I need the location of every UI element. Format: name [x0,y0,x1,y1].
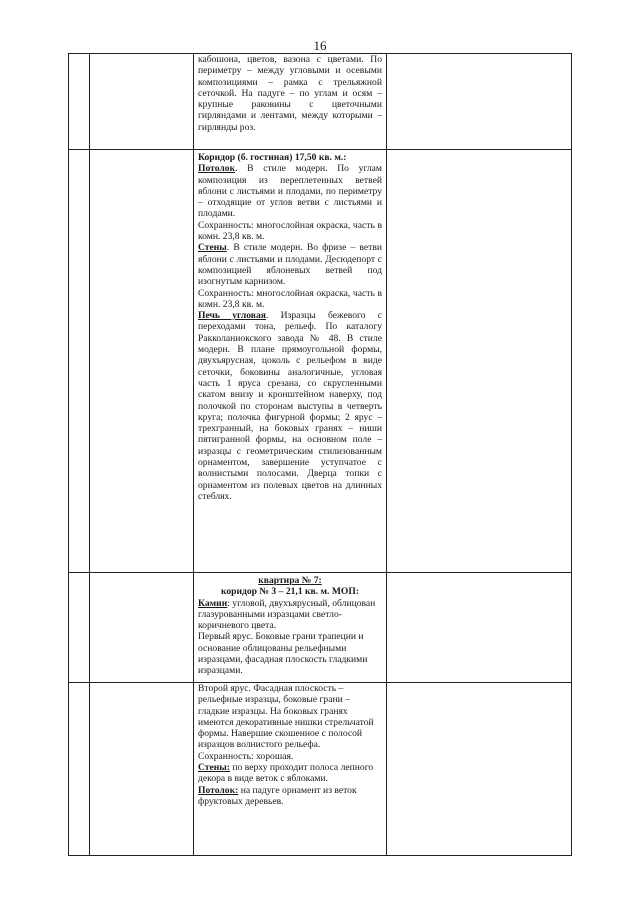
walls-label: Стены [198,242,227,254]
fireplace-paragraph [198,598,382,632]
table-row [69,54,572,150]
ceiling-label: Потолок [198,163,236,175]
table-cell-date [90,683,194,856]
ceiling-preservation: Сохранность: многослойная окраска, часть в комн. 23,8 кв. м. [198,219,382,243]
ceiling-label: Потолок: [198,784,239,796]
table-cell-number [69,54,90,150]
walls-paragraph [198,242,382,287]
table-cell-description [194,683,387,856]
table-cell-notes [387,573,572,683]
walls-paragraph [198,762,382,785]
ceiling-paragraph [198,785,382,808]
table-cell-notes [387,150,572,573]
stove-text: . Изразцы бежевого с переходами тона, рельеф. По каталогу Ракколаниокского завода № 48. В стиле модерн. В плане прямоугольной формы, двухъярусная, цоколь с рельефом в виде сеточки, боковины аналогичные, угловая часть 1 яруса срезана, со скругленными скатом внизу и кронштейном наверху, под полочкой по сторонам выступы в четверть круга; полочка фигурной формы; 2 ярус – трехгранный, на боковых гранях – ниши пятигранной формы, на основном поле – изразцы с геометрическим стилизованным орнаментом, завершение уступчатое с волнистыми полосами. Дверца топки с орнаментом из полевых цветов на длинных стеблях. [198,310,383,502]
walls-preservation: Сохранность: многослойная окраска, часть в комн. 23,8 кв. м. [198,287,382,310]
table-cell-date [90,54,194,150]
walls-text: . В стиле модерн. Во фризе – ветви яблони с листьями и плодами. Десюдепорт с композицией яблоневых ветвей под изогнутым карнизом. [198,242,382,288]
fireplace-label: Камин [198,597,228,609]
table-row [69,683,572,856]
table-cell-description [194,573,387,683]
description-text: кабошона, цветов, вазона с цветами. По периметру – между угловыми и осевыми композициями – рамка с трельяжной сеточкой. На падуге – по углам и осям – крупные раковины с цветочными гирляндами и лентами, между которыми – гирлянды роз. [198,54,382,133]
table-cell-date [90,150,194,573]
stove-paragraph [198,310,382,502]
table-cell-date [90,573,194,683]
ceiling-text: . В стиле модерн. По углам композиция из переплетенных ветвей яблони с листьями и плодами, по периметру – отходящие от углов ветви с листьями и плодами. [198,163,382,220]
table-cell-number [69,150,90,573]
stove-label: Печь угловая [198,310,266,322]
table-cell-number [69,573,90,683]
table-cell-notes [387,683,572,856]
inventory-table [68,53,572,856]
table-cell-description [194,54,387,150]
table-cell-notes [387,54,572,150]
walls-text: по верху проходит полоса лепного декора в виде веток с яблоками. [198,762,374,785]
apartment-heading: квартира № 7: [258,575,322,586]
table-cell-number [69,683,90,856]
room-heading: Коридор (б. гостиная) 17,50 кв. м.: [198,152,347,163]
tier1-paragraph: Первый ярус. Боковые грани трапеции и основание облицованы рельефными изразцами, фасадная плоскость гладкими изразцами. [198,631,368,677]
fireplace-text: : угловой, двухъярусный, облицован глазурованными изразцами светло- коричневого цвета. [198,597,376,632]
page-number: 16 [313,38,327,53]
corridor-heading: коридор № 3 – 21,1 кв. м. МОП: [220,586,360,598]
ceiling-text: на падуге орнамент из веток фруктовых деревьев. [198,784,357,807]
table-cell-description [194,150,387,573]
table-row [69,573,572,683]
table-row [69,150,572,573]
preservation-text: Сохранность: хорошая. [198,750,294,762]
ceiling-paragraph [198,163,382,219]
tier2-paragraph: Второй ярус. Фасадная плоскость – рельефные изразцы, боковые грани – гладкие изразцы. На боковых гранях имеются декоративные нишки стрельчатой формы. Навершие скошенное с полосой изразцов волнистого рельефа. [198,683,374,751]
walls-label: Стены: [198,762,230,774]
